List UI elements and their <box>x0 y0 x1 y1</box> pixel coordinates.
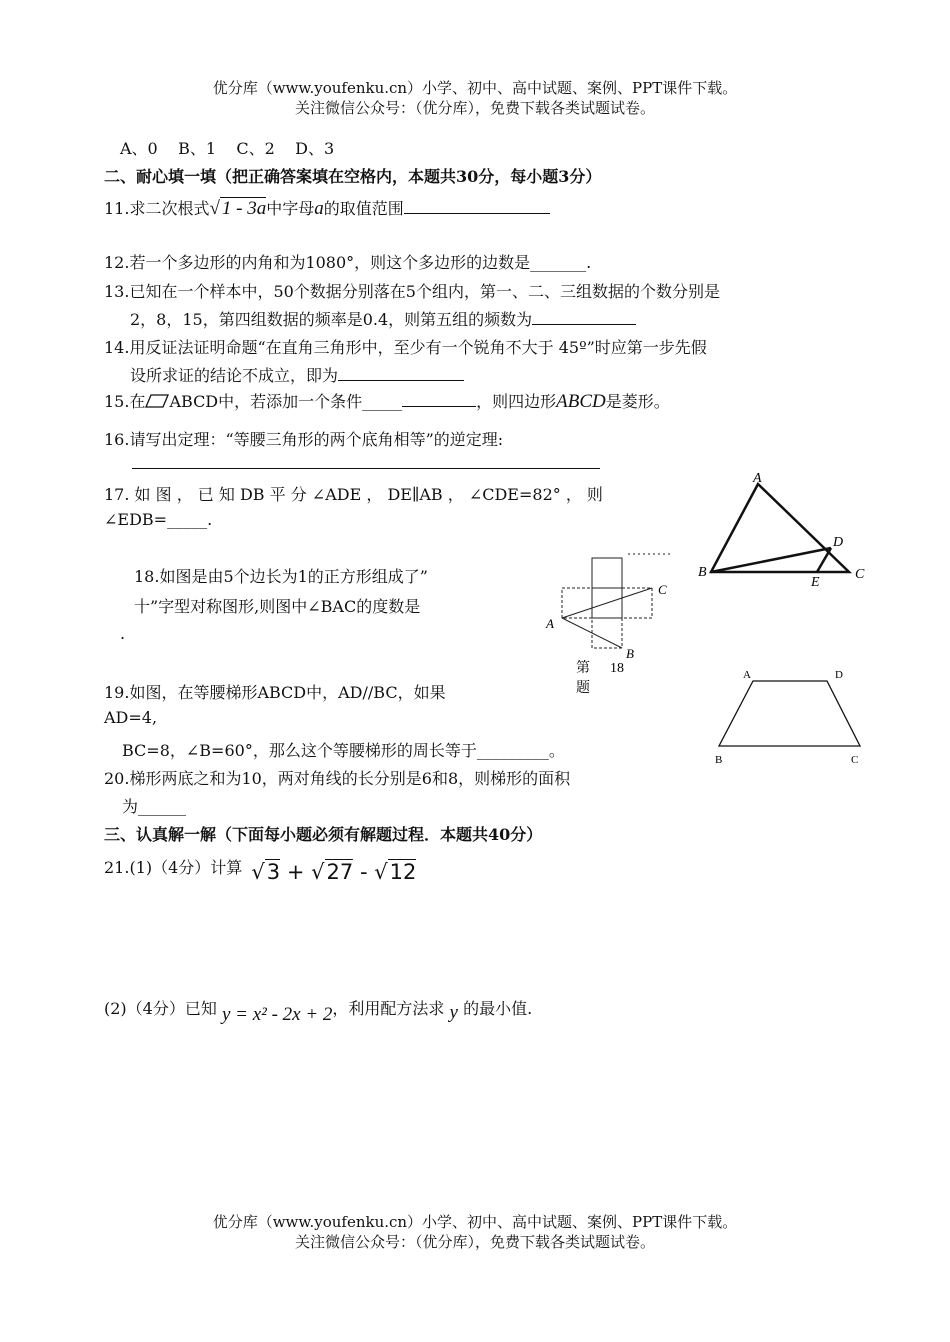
question-20-line-2: 为______ <box>122 797 187 816</box>
fig18-label-b: B <box>626 646 634 661</box>
question-16: 16.请写出定理：“等腰三角形的两个底角相等”的逆定理: <box>104 430 504 449</box>
segment-bd <box>711 548 831 572</box>
q15-shape: ABCD <box>556 391 606 412</box>
question-18-line-1: 18.如图是由5个边长为1的正方形组成了” <box>134 567 428 586</box>
question-18-line-2: 十”字型对称图形,则图中∠BAC的度数是 <box>134 597 421 616</box>
q21-op-plus: + <box>286 860 305 884</box>
question-13-line-1: 13.已知在一个样本中，50个数据分别落在5个组内，第一、二、三组数据的个数分别是 <box>104 282 720 301</box>
q21-part1-prefix: 21.(1)（4分）计算 <box>104 858 243 877</box>
fig17-label-d: D <box>833 535 844 550</box>
figure-18 <box>540 552 680 700</box>
fig18-label-c: C <box>658 582 667 597</box>
question-14-line-1: 14.用反证法证明命题“在直角三角形中，至少有一个锐角不大于 45º”时应第一步先假 <box>104 338 707 357</box>
q21-op-minus: - <box>359 860 368 884</box>
trapezoid-abcd <box>719 681 860 746</box>
figure-17 <box>695 468 875 593</box>
q15-answer-line[interactable] <box>402 390 476 407</box>
q15-mid: ，则四边形 <box>476 392 557 411</box>
fig17-label-a: A <box>753 471 762 486</box>
q14-answer-blank[interactable] <box>338 364 464 381</box>
question-17-line-2: ∠EDB=_____. <box>104 510 213 529</box>
q11-prefix: 11.求二次根式 <box>104 199 210 218</box>
cross-square-top <box>592 558 622 588</box>
fig18-caption-b: 18 <box>610 661 624 676</box>
q11-answer-blank[interactable] <box>404 197 550 214</box>
q21-radicand-3: 12 <box>389 860 417 884</box>
fig18-caption-c: 题 <box>576 681 590 696</box>
fig17-label-e: E <box>811 575 820 590</box>
q11-suffix: 的取值范围 <box>323 199 404 218</box>
q21-part2-expression: y = x² - 2x + 2 <box>221 1004 333 1025</box>
fig18-label-a: A <box>546 616 554 631</box>
q11-radical: √ 1 - 3a <box>209 198 267 219</box>
q11-mid: 中字母 <box>266 199 315 218</box>
q21-part2-prefix: (2)（4分）已知 <box>104 999 217 1018</box>
fig19-label-d: D <box>835 669 843 681</box>
q16-answer-line[interactable] <box>132 468 600 469</box>
fig18-caption-a: 第 <box>576 661 590 676</box>
question-15 <box>104 389 670 413</box>
header-line-1: 优分库（www.youfenku.cn）小学、初中、高中试题、案例、PPT课件下载。 <box>212 79 738 97</box>
q15-parallelogram-text: ABCD中，若添加一个条件 <box>169 392 363 411</box>
fig17-label-b: B <box>698 565 707 580</box>
question-19-line-1: 19.如图，在等腰梯形ABCD中，AD//BC，如果 <box>104 683 446 702</box>
question-19-line-2: AD=4, <box>104 708 158 727</box>
q15-suffix: 是菱形。 <box>605 392 670 411</box>
fig17-label-c: C <box>855 567 865 582</box>
header-line-2: 关注微信公众号：（优分库），免费下载各类试题试卷。 <box>294 99 655 117</box>
question-11 <box>104 196 550 220</box>
question-19-line-3: BC=8，∠B=60°，那么这个等腰梯形的周长等于_________。 <box>122 741 565 760</box>
q13-answer-blank[interactable] <box>532 308 636 325</box>
fig19-label-c: C <box>851 754 859 766</box>
q15-prefix: 15.在 <box>104 392 146 411</box>
fig19-label-a: A <box>743 669 751 681</box>
choices-line: A、0 B、1 C、2 D、3 <box>120 139 335 158</box>
cross-square-bottom <box>592 618 622 648</box>
figure-19 <box>705 664 875 774</box>
q11-variable: a <box>314 198 324 219</box>
q11-radicand: 1 - 3a <box>221 198 267 219</box>
q21-radicand-2: 27 <box>326 860 354 884</box>
q21-part2-suffix: 的最小值. <box>463 999 533 1018</box>
q21-part1-expression: √3 + √27 - √12 <box>251 860 417 884</box>
question-18-line-3: . <box>120 624 126 643</box>
q21-radicand-1: 3 <box>266 860 281 884</box>
segment-ac <box>562 588 652 618</box>
question-21-part-2 <box>104 996 533 1025</box>
parallelogram-icon <box>145 393 169 409</box>
footer-line-1: 优分库（www.youfenku.cn）小学、初中、高中试题、案例、PPT课件下载。 <box>212 1213 738 1231</box>
question-12: 12.若一个多边形的内角和为1080°，则这个多边形的边数是_______. <box>104 253 592 272</box>
q21-part2-mid: ，利用配方法求 <box>332 999 445 1018</box>
question-14-line-2 <box>130 363 464 386</box>
section-3-title: 三、认真解一解（下面每小题必须有解题过程．本题共40分） <box>104 825 543 844</box>
q15-answer-blank[interactable]: _____ <box>362 392 403 411</box>
question-21-part-1 <box>104 854 417 884</box>
question-13-line-2 <box>130 307 636 330</box>
q21-part2-variable: y <box>449 1002 458 1023</box>
footer-line-2: 关注微信公众号：（优分库），免费下载各类试题试卷。 <box>294 1233 655 1251</box>
question-17-line-1: 17. 如 图 ， 已 知 DB 平 分 ∠ADE ， DE∥AB ， ∠CDE=82° ， 则 <box>104 485 603 504</box>
fig19-label-b: B <box>715 754 723 766</box>
question-20-line-1: 20.梯形两底之和为10，两对角线的长分别是6和8，则梯形的面积 <box>104 769 571 788</box>
section-2-title: 二、耐心填一填（把正确答案填在空格内，本题共30分，每小题3分） <box>104 167 602 186</box>
q13-line-2-text: 2，8，15，第四组数据的频率是0.4，则第五组的频数为 <box>130 310 533 329</box>
q14-line-2-text: 设所求证的结论不成立，即为 <box>130 366 339 385</box>
